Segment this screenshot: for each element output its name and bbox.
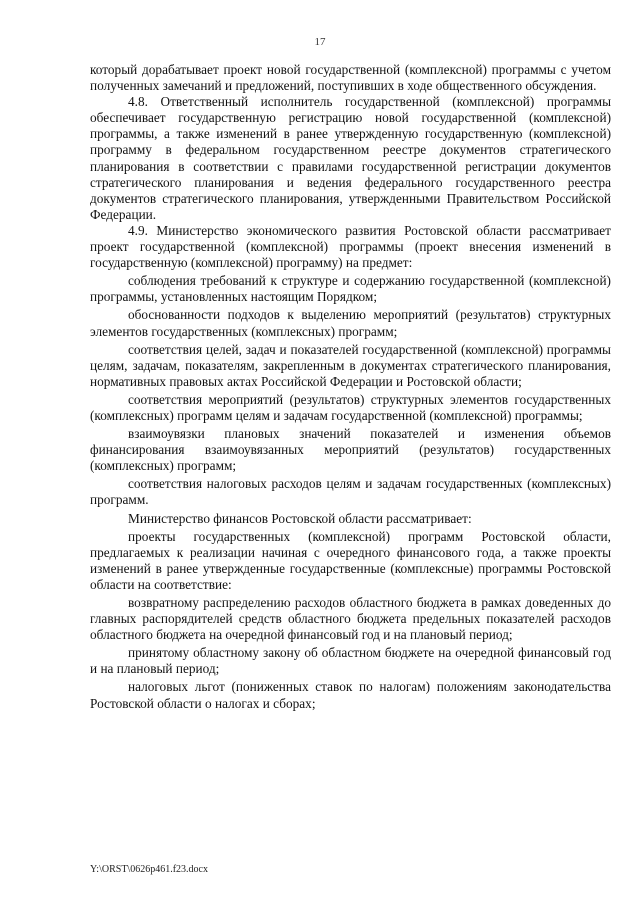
- footer-file-path: Y:\ORST\0626p461.f23.docx: [90, 864, 208, 875]
- list-item-budget-distribution: возвратному распределению расходов областного бюджета в рамках доведенных до главных распорядителей средств областного бюджета предельных показателей расходов областного бюджета на очередной финансовый год и на плановый период;: [90, 595, 611, 643]
- paragraph-finance-ministry: Министерство финансов Ростовской области рассматривает:: [128, 510, 472, 526]
- page-number: 17: [314, 36, 326, 48]
- list-item-approaches: обоснованности подходов к выделению мероприятий (результатов) структурных элементов государственных (комплексных) программ;: [90, 307, 611, 339]
- paragraph-4-8: 4.8. Ответственный исполнитель государственной (комплексной) программы обеспечивает государственную регистрацию новой государственной (комплексной) программы, а также изменений в ранее утвержденную государственную (комплексной) программу в федеральном государственном реестре документов стратегического планирования в соответствии с правилами государственной регистрации документов стратегического планирования и ведения федерального государственного реестра документов стратегического планирования, утвержденными Правительством Российской Федерации.: [90, 94, 611, 222]
- paragraph-draft-programs: проекты государственных (комплексной) программ Ростовской области, предлагаемых к реализации начиная с очередного финансового года, а также проекты изменений в ранее утвержденные государственные (комплексные) программы Ростовской области на соответствие:: [90, 528, 611, 592]
- list-item-measures: соответствия мероприятий (результатов) структурных элементов государственных (комплексных) программ целям и задачам государственной (комплексной) программы;: [90, 391, 611, 423]
- list-item-structure: соблюдения требований к структуре и содержанию государственной (комплексной) программы, установленных настоящим Порядком;: [90, 273, 611, 305]
- list-item-tax-benefits: налоговых льгот (пониженных ставок по налогам) положениям законодательства Ростовской области о налогах и сборах;: [90, 679, 611, 711]
- list-item-goals: соответствия целей, задач и показателей государственной (комплексной) программы целям, задачам, показателям, закрепленным в документах стратегического планирования, нормативных правовых актах Российской Федерации и Ростовской области;: [90, 341, 611, 389]
- list-item-budget-law: принятому областному закону об областном бюджете на очередной финансовый год и на плановый период;: [90, 645, 611, 677]
- paragraph-4-9: 4.9. Министерство экономического развития Ростовской области рассматривает проект государственной (комплексной) программы (проект внесения изменений в государственную (комплексной) программу) на предмет:: [90, 222, 611, 271]
- document-body: [90, 62, 611, 712]
- paragraph-continuation: который дорабатывает проект новой государственной (комплексной) программы с учетом полученных замечаний и предложений, поступивших в ходе общественного обсуждения.: [90, 62, 611, 94]
- list-item-financing: взаимоувязки плановых значений показателей и изменения объемов финансирования взаимоувязанных мероприятий (результатов) государственных (комплексных) программ;: [90, 426, 611, 474]
- list-item-tax-expenses: соответствия налоговых расходов целям и задачам государственных (комплексных) программ.: [90, 476, 611, 508]
